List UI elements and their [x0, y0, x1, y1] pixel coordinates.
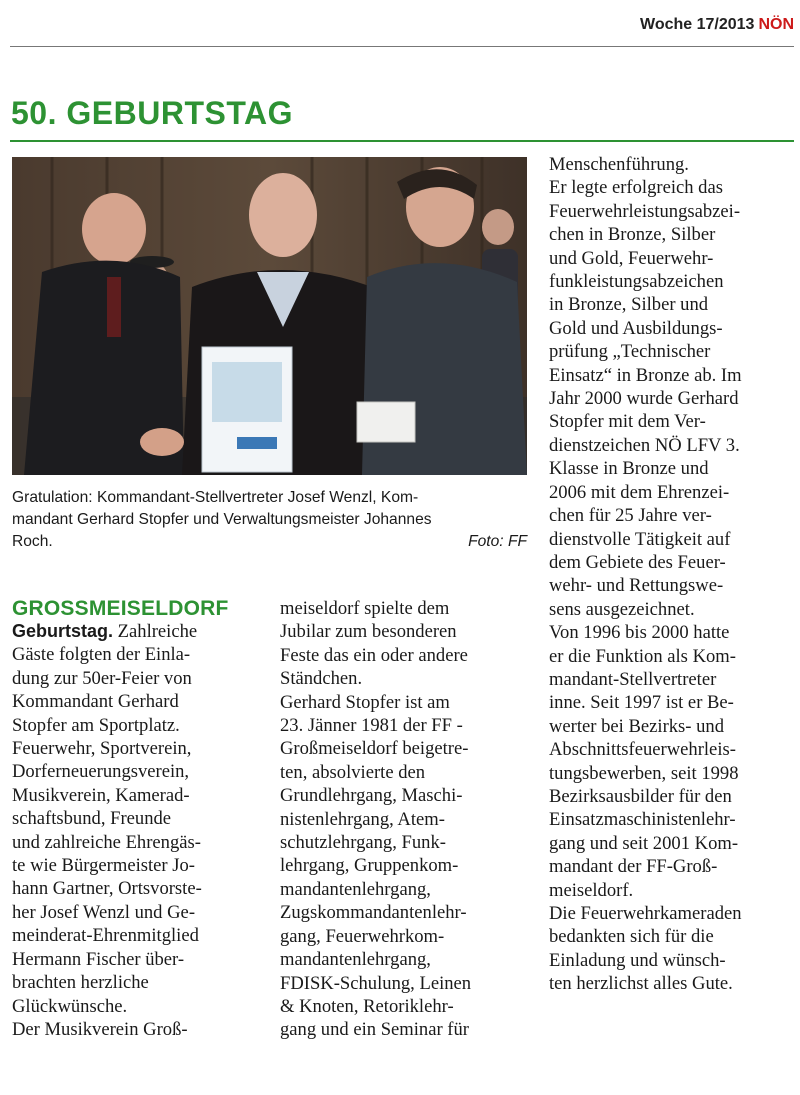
article-line: Einsatzmaschinistenlehr- [549, 809, 736, 831]
article-line: chen für 25 Jahre ver- [549, 505, 712, 527]
article-line: nistenlehrgang, Atem- [280, 808, 445, 830]
article-photo [12, 157, 527, 475]
article-line: Er legte erfolgreich das [549, 177, 723, 199]
article-column-2 [280, 597, 530, 1042]
article-line: mandant der FF-Groß- [549, 856, 718, 878]
header-divider [10, 46, 794, 47]
article-line: Feste das ein oder andere [280, 644, 468, 666]
article-line: Bezirksausbilder für den [549, 785, 732, 807]
article-line: gang und seit 2001 Kom- [549, 832, 739, 854]
article-line: chen in Bronze, Silber [549, 224, 716, 246]
article-line: Zugskommandantenlehr- [280, 902, 467, 924]
article-line: Großmeiseldorf beigetre- [280, 738, 469, 760]
article-line: hann Gartner, Ortsvorste- [12, 878, 202, 900]
article-line: Kommandant Gerhard [12, 691, 179, 713]
article-line: Gold und Ausbildungs- [549, 317, 723, 339]
article-line: Jubilar zum besonderen [280, 621, 457, 643]
article-line: Von 1996 bis 2000 hatte [549, 622, 730, 644]
article-line: Menschenführung. [549, 154, 689, 175]
article-line: Feuerwehr, Sportverein, [12, 738, 192, 760]
photo-illustration [12, 157, 527, 475]
article-kicker: Geburtstag. [12, 621, 114, 641]
article-line: Der Musikverein Groß- [12, 1018, 188, 1040]
article-line: Ständchen. [280, 668, 363, 690]
article-line: dienstzeichen NÖ LFV 3. [549, 434, 740, 456]
page-header [0, 0, 800, 48]
article-line: gang, Feuerwehrkom- [280, 925, 445, 947]
article-line: brachten herzliche [12, 972, 149, 994]
issue-number: Woche 17/2013 [640, 16, 755, 33]
article-line: Musikverein, Kamerad- [12, 784, 190, 806]
article-line: meinderat-Ehrenmitglied [12, 925, 199, 947]
article-line: dienstvolle Tätigkeit auf [549, 528, 731, 550]
article-line: und Gold, Feuerwehr- [549, 247, 714, 269]
article-line: 23. Jänner 1981 der FF - [280, 715, 463, 737]
article-column-1 [12, 597, 267, 1041]
article-column-3 [549, 153, 799, 996]
article-line: Einladung und wünsch- [549, 949, 726, 971]
article-line: 2006 mit dem Ehrenzei- [549, 481, 730, 503]
article-dateline: GROSSMEISELDORF [12, 597, 229, 620]
headline: 50. GEBURTSTAG [11, 95, 293, 131]
photo-caption [12, 487, 527, 553]
article-line: Einsatz“ in Bronze ab. Im [549, 364, 742, 386]
article-line: Hermann Fischer über- [12, 948, 185, 970]
article-line: er die Funktion als Kom- [549, 645, 736, 667]
headline-rule [10, 140, 794, 142]
caption-line: mandant Gerhard Stopfer und Verwaltungsmeister Johannes [12, 511, 432, 528]
article-line: inne. Seit 1997 ist er Be- [549, 692, 734, 714]
article-line: werter bei Bezirks- und [549, 715, 725, 737]
article-line: her Josef Wenzl und Ge- [12, 901, 196, 923]
article-line: Stopfer mit dem Ver- [549, 411, 706, 433]
article-line: mandant-Stellvertreter [549, 668, 717, 690]
article-line: ten, absolvierte den [280, 761, 426, 783]
article-line: tungsbewerben, seit 1998 [549, 762, 739, 784]
article-line: schaftsbund, Freunde [12, 808, 172, 830]
article-line: ten herzlichst alles Gute. [549, 973, 733, 995]
brand-logo: NÖN [758, 16, 794, 33]
article-line: Dorferneuerungsverein, [12, 761, 190, 783]
caption-line: Gratulation: Kommandant-Stellvertreter Josef Wenzl, Kom- [12, 489, 419, 506]
article-line: Feuerwehrleistungsabzei- [549, 200, 741, 222]
article-line: schutzlehrgang, Funk- [280, 832, 446, 854]
article-line: Jahr 2000 wurde Gerhard [549, 388, 739, 410]
article-line: dem Gebiete des Feuer- [549, 551, 726, 573]
article-line: Klasse in Bronze und [549, 458, 709, 480]
article-line: mandantenlehrgang, [280, 878, 431, 900]
article-line: sens ausgezeichnet. [549, 598, 695, 620]
article-line: & Knoten, Retoriklehr- [280, 995, 454, 1017]
article-text: Zahlreiche [113, 621, 198, 642]
article-line: wehr- und Rettungswe- [549, 575, 724, 597]
article-line: Gerhard Stopfer ist am [280, 691, 450, 713]
article-line: Die Feuerwehrkameraden [549, 903, 742, 924]
article-line: meiseldorf spielte dem [280, 598, 450, 619]
article-line: in Bronze, Silber und [549, 294, 709, 316]
article-line: funkleistungsabzeichen [549, 271, 724, 293]
photo-credit: Foto: FF [468, 533, 527, 550]
article-line: bedankten sich für die [549, 926, 714, 948]
article-line: gang und ein Seminar für [280, 1019, 469, 1041]
article-first-line [12, 620, 267, 643]
article-line: Gäste folgten der Einla- [12, 644, 191, 666]
caption-line: Roch. [12, 533, 53, 550]
article-line: Grundlehrgang, Maschi- [280, 785, 463, 807]
article-line: Abschnittsfeuerwehrleis- [549, 739, 736, 761]
article-line: und zahlreiche Ehrengäs- [12, 831, 201, 853]
article-line: te wie Bürgermeister Jo- [12, 855, 195, 877]
issue-label [640, 16, 794, 34]
article-line: lehrgang, Gruppenkom- [280, 855, 459, 877]
article-line: dung zur 50er-Feier von [12, 667, 192, 689]
article-line: Stopfer am Sportplatz. [12, 714, 180, 736]
article-line: Glückwünsche. [12, 995, 128, 1017]
article-line: meiseldorf. [549, 879, 634, 901]
article-line: prüfung „Technischer [549, 341, 711, 363]
article-line: FDISK-Schulung, Leinen [280, 972, 472, 994]
article-line: mandantenlehrgang, [280, 949, 431, 971]
